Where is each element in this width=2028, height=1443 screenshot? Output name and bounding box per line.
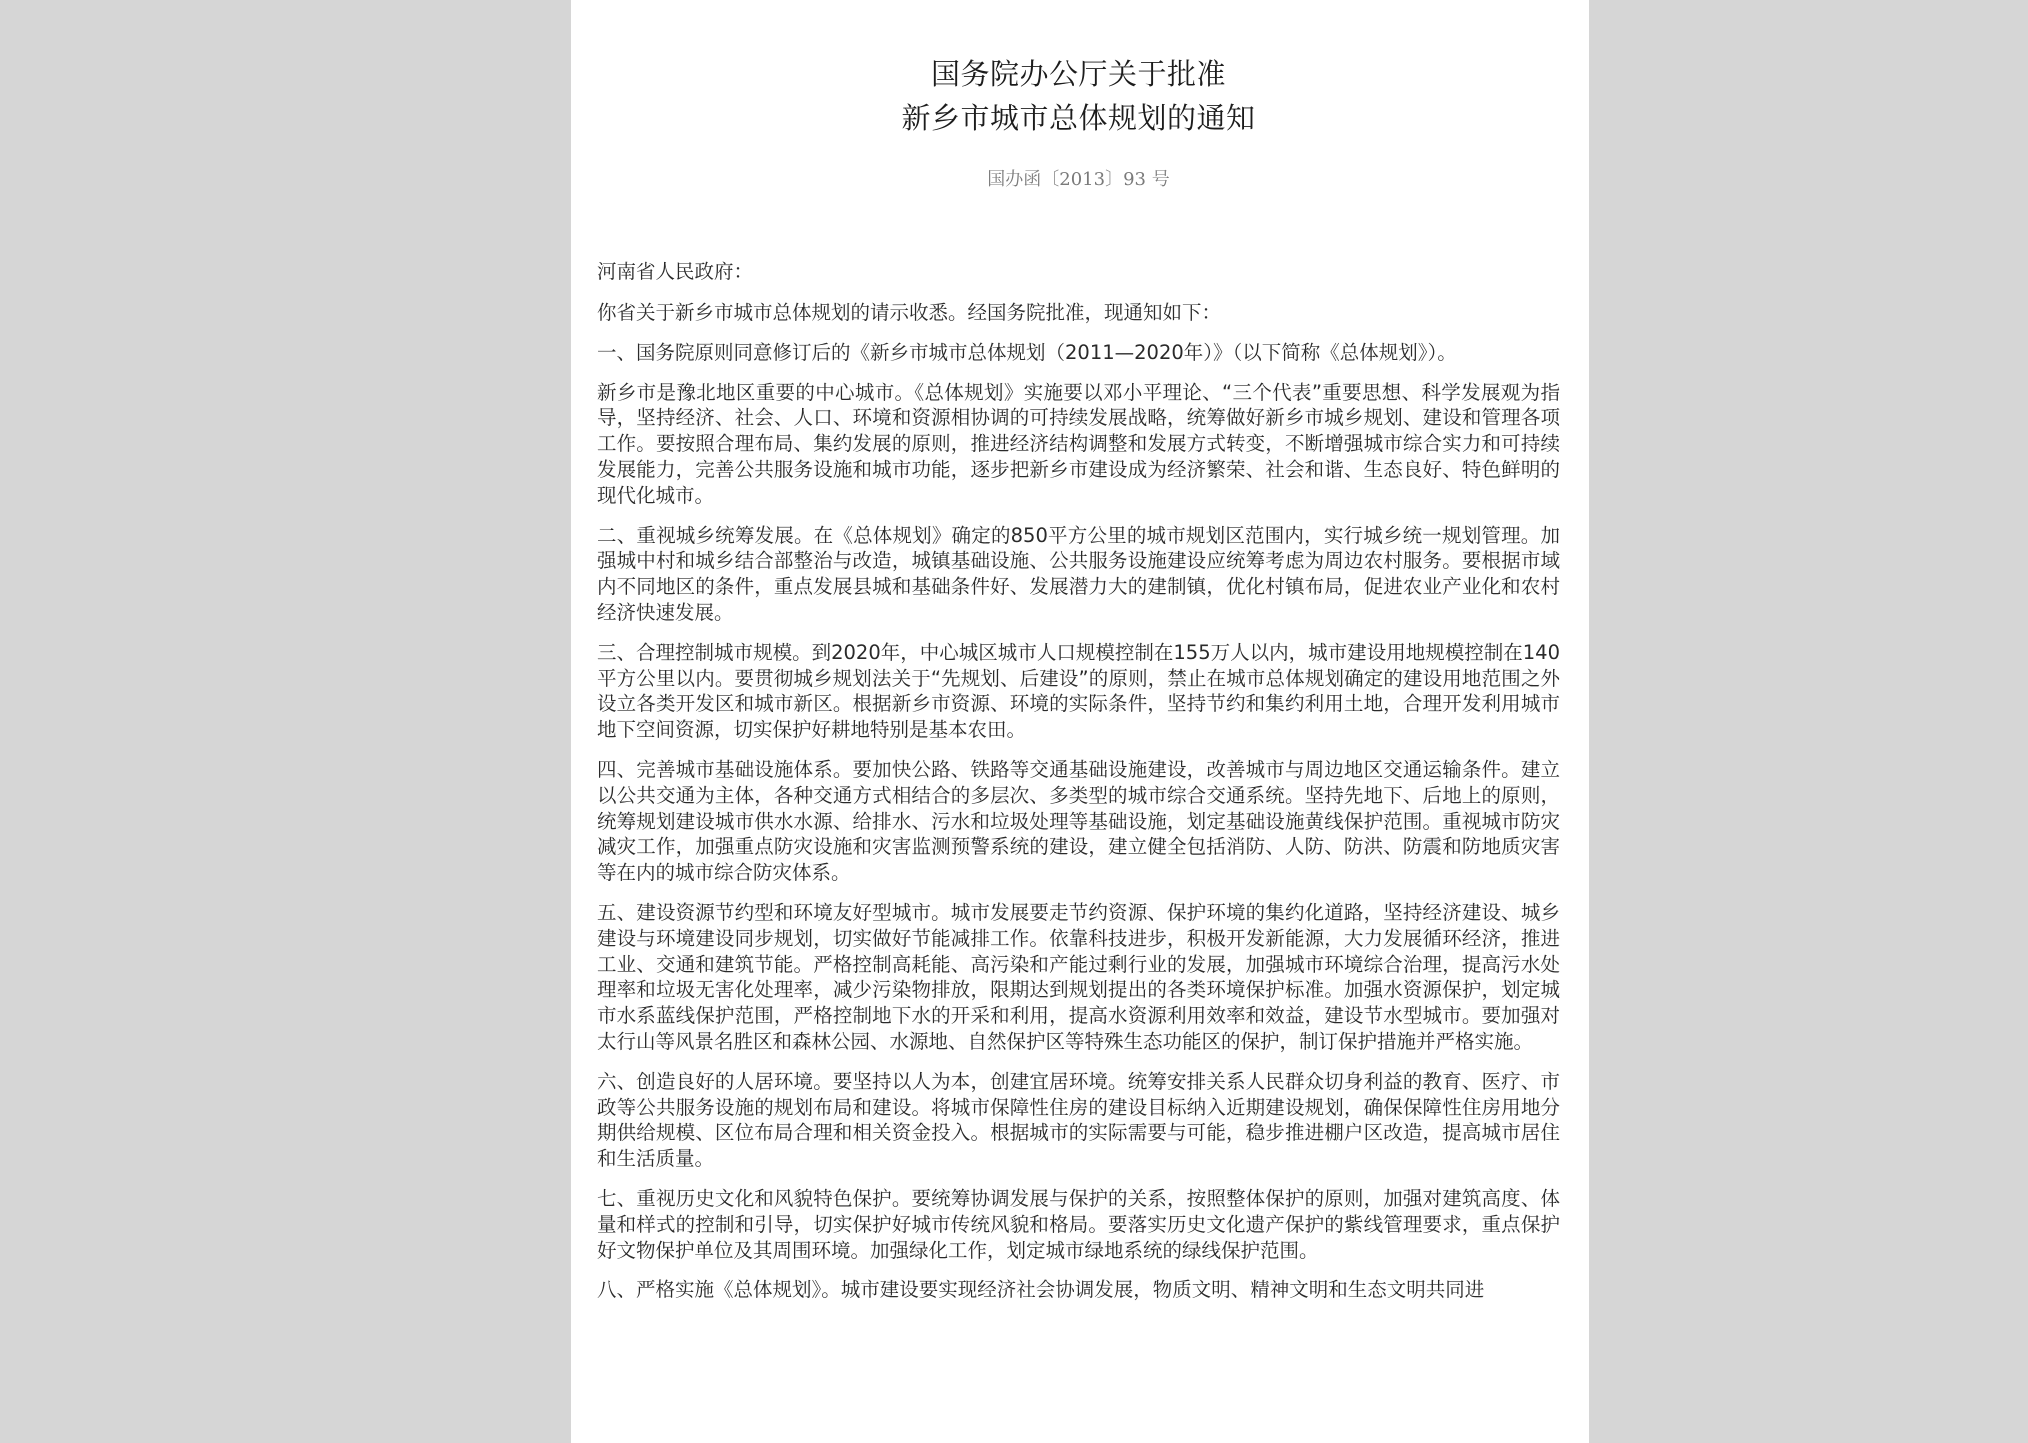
- paragraph-5: 五、建设资源节约型和环境友好型城市。城市发展要走节约资源、保护环境的集约化道路，坚持经济建设、城乡建设与环境建设同步规划，切实做好节能减排工作。依靠科技进步，积极开发新能源，大力发展循环经济，推进工业、交通和建筑节能。严格控制高耗能、高污染和产能过剩行业的发展，加强城市环境综合治理，提高污水处理率和垃圾无害化处理率，减少污染物排放，限期达到规划提出的各类环境保护标准。加强水资源保护，划定城市水系蓝线保护范围，严格控制地下水的开采和利用，提高水资源利用效率和效益，建设节水型城市。要加强对太行山等风景名胜区和森林公园、水源地、自然保护区等特殊生态功能区的保护，制订保护措施并严格实施。: [597, 900, 1560, 1053]
- addressee: 河南省人民政府：: [597, 260, 754, 283]
- title-line-1: 国务院办公厅关于批准: [930, 57, 1226, 91]
- document-body: [597, 258, 1560, 1303]
- paragraph-2: 二、重视城乡统筹发展。在《总体规划》确定的850平方公里的城市规划区范围内，实行城乡统一规划管理。加强城中村和城乡结合部整治与改造，城镇基础设施、公共服务设施建设应统筹考虑为周边农村服务。要根据市域内不同地区的条件，重点发展县城和基础条件好、发展潜力大的建制镇，优化村镇布局，促进农业产业化和农村经济快速发展。: [597, 523, 1560, 624]
- paragraph-1: 一、国务院原则同意修订后的《新乡市城市总体规划（2011—2020年）》（以下简称《总体规划》）。: [597, 340, 1457, 364]
- paragraph-3: 三、合理控制城市规模。到2020年，中心城区城市人口规模控制在155万人以内，城市建设用地规模控制在140平方公里以内。要贯彻城乡规划法关于“先规划、后建设”的原则，禁止在城市总体规划确定的建设用地范围之外设立各类开发区和城市新区。根据新乡市资源、环境的实际条件，坚持节约和集约利用土地，合理开发利用城市地下空间资源，切实保护好耕地特别是基本农田。: [597, 640, 1560, 742]
- paragraph-1-detail: 新乡市是豫北地区重要的中心城市。《总体规划》实施要以邓小平理论、“三个代表”重要思想、科学发展观为指导，坚持经济、社会、人口、环境和资源相协调的可持续发展战略，统筹做好新乡市城乡规划、建设和管理各项工作。要按照合理布局、集约发展的原则，推进经济结构调整和发展方式转变，不断增强城市综合实力和可持续发展能力，完善公共服务设施和城市功能，逐步把新乡市建设成为经济繁荣、社会和谐、生态良好、特色鲜明的现代化城市。: [597, 380, 1560, 507]
- document-title: [597, 52, 1560, 140]
- document-number: 国办函〔2013〕93 号: [987, 169, 1170, 190]
- document-page: [571, 0, 1589, 1443]
- paragraph-6: 六、创造良好的人居环境。要坚持以人为本，创建宜居环境。统筹安排关系人民群众切身利益的教育、医疗、市政等公共服务设施的规划布局和建设。将城市保障性住房的建设目标纳入近期建设规划，确保保障性住房用地分期供给规模、区位布局合理和相关资金投入。根据城市的实际需要与可能，稳步推进棚户区改造，提高城市居住和生活质量。: [597, 1069, 1560, 1171]
- title-line-2: 新乡市城市总体规划的通知: [901, 101, 1256, 135]
- paragraph-4: 四、完善城市基础设施体系。要加快公路、铁路等交通基础设施建设，改善城市与周边地区交通运输条件。建立以公共交通为主体，各种交通方式相结合的多层次、多类型的城市综合交通系统。坚持先地下、后地上的原则，统筹规划建设城市供水水源、给排水、污水和垃圾处理等基础设施，划定基础设施黄线保护范围。重视城市防灾减灾工作，加强重点防灾设施和灾害监测预警系统的建设，建立健全包括消防、人防、防洪、防震和防地质灾害等在内的城市综合防灾体系。: [597, 757, 1560, 885]
- paragraph-7: 七、重视历史文化和风貌特色保护。要统筹协调发展与保护的关系，按照整体保护的原则，加强对建筑高度、体量和样式的控制和引导，切实保护好城市传统风貌和格局。要落实历史文化遗产保护的紫线管理要求，重点保护好文物保护单位及其周围环境。加强绿化工作，划定城市绿地系统的绿线保护范围。: [597, 1186, 1560, 1262]
- paragraph-intro: 你省关于新乡市城市总体规划的请示收悉。经国务院批准，现通知如下：: [597, 301, 1222, 324]
- paragraph-8: 八、严格实施《总体规划》。城市建设要实现经济社会协调发展，物质文明、精神文明和生态文明共同进: [597, 1278, 1485, 1302]
